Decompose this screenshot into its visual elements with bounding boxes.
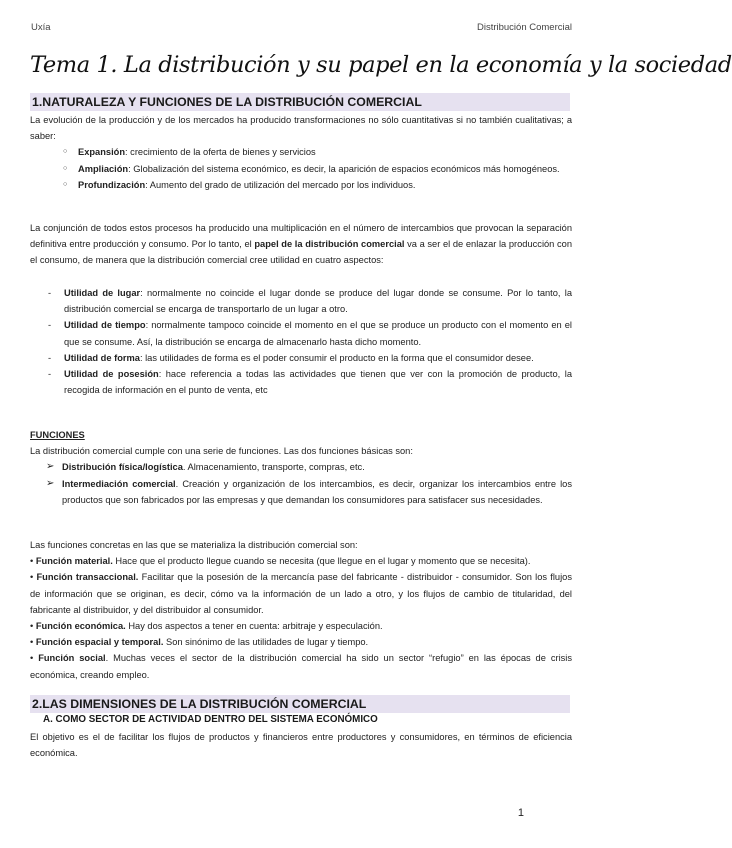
subsection-heading-a: A. COMO SECTOR DE ACTIVIDAD DENTRO DEL SISTEMA ECONÓMICO <box>43 714 378 725</box>
list-item: ○ Ampliación: Globalización del sistema económico, es decir, la aparición de espacios económicos más homogéneos. <box>63 161 572 177</box>
list-item: ○ Profundización: Aumento del grado de utilización del mercado por los individuos. <box>63 177 572 193</box>
list-item: ○ Expansión: crecimiento de la oferta de bienes y servicios <box>63 144 572 160</box>
list-item: - Utilidad de posesión: hace referencia a todas las actividades que tienen que ver con la promoción de producto, la recogida de información en el punto de venta, etc <box>48 366 572 398</box>
list-item: • Función espacial y temporal. Son sinónimo de las utilidades de lugar y tiempo. <box>30 637 369 648</box>
section-heading-1: 1.NATURALEZA Y FUNCIONES DE LA DISTRIBUCIÓN COMERCIAL <box>30 93 570 111</box>
list-item: ➢ Intermediación comercial. Creación y organización de los intercambios, es decir, organizar los intercambios entre los productos que son fabricados por las empresas y que demandan los consumidores para satisfacer sus necesidades. <box>46 476 572 508</box>
section-1-body <box>30 112 572 193</box>
funciones-intro: La distribución comercial cumple con una serie de funciones. Las dos funciones básicas son: <box>30 446 413 457</box>
list-item: - Utilidad de tiempo: normalmente tampoco coincide el momento en el que se produce un producto con el momento en el que se consume. Así, la distribución se encarga de almacenarlo hasta dicho momento. <box>48 317 572 349</box>
list-item: - Utilidad de forma: las utilidades de forma es el poder consumir el producto en la forma que el consumidor desee. <box>48 350 572 366</box>
list-item: • Función social. Muchas veces el sector de la distribución comercial ha sido un sector “refugio” en las épocas de crisis económica, creando empleo. <box>30 653 572 680</box>
list-item: - Utilidad de lugar: normalmente no coincide el lugar donde se produce del lugar donde se consume. Por lo tanto, la distribución comercial se encarga de transportarlo de un lugar a otro. <box>48 285 572 317</box>
funciones-heading: FUNCIONES <box>30 430 85 440</box>
concrete-functions-block <box>30 537 572 683</box>
transformations-list <box>30 144 572 193</box>
utilities-block <box>30 285 572 398</box>
funciones-block <box>30 427 572 508</box>
list-item: • Función material. Hace que el producto llegue cuando se necesita (que llegue en el lugar y momento que se necesita). <box>30 556 531 567</box>
header-subject: Distribución Comercial <box>476 22 572 33</box>
basic-functions-list <box>30 459 572 508</box>
section-heading-2: 2.LAS DIMENSIONES DE LA DISTRIBUCIÓN COMERCIAL <box>30 695 570 713</box>
role-paragraph: La conjunción de todos estos procesos ha producido una multiplicación en el número de intercambios que provocan la separación definitiva entre producción y consumo. Por lo tanto, el papel de la distribución comercial va a ser el de enlazar la producción con el consumo, de manera que la distribución comercial cree utilidad en cuatro aspectos: <box>30 223 572 266</box>
concrete-intro: Las funciones concretas en las que se materializa la distribución comercial son: <box>30 540 358 550</box>
header-author: Uxía <box>31 22 51 33</box>
intro-paragraph: La evolución de la producción y de los mercados ha producido transformaciones no sólo cuantitativas si no también cualitativas; a saber: <box>30 115 572 142</box>
page-title: Tema 1. La distribución y su papel en la economía y la sociedad <box>30 52 732 78</box>
utilities-list <box>30 285 572 398</box>
page-number: 1 <box>517 807 524 819</box>
list-item: • Función transaccional. Facilitar que la posesión de la mercancía pase del fabricante - distribuidor - consumidor. Son los flujos de información que se originan, es decir, cómo va la información de un lado a otro, y los flujos de cambio de titularidad, del fabricante al distribuidor, y del distribuidor al consumidor. <box>30 572 572 615</box>
list-item: • Función económica. Hay dos aspectos a tener en cuenta: arbitraje y especulación. <box>30 621 383 632</box>
list-item: ➢ Distribución física/logística. Almacenamiento, transporte, compras, etc. <box>46 459 572 475</box>
section-2-paragraph: El objetivo es el de facilitar los flujos de productos y financieros entre productores y consumidores, en términos de eficiencia económica. <box>30 732 572 759</box>
